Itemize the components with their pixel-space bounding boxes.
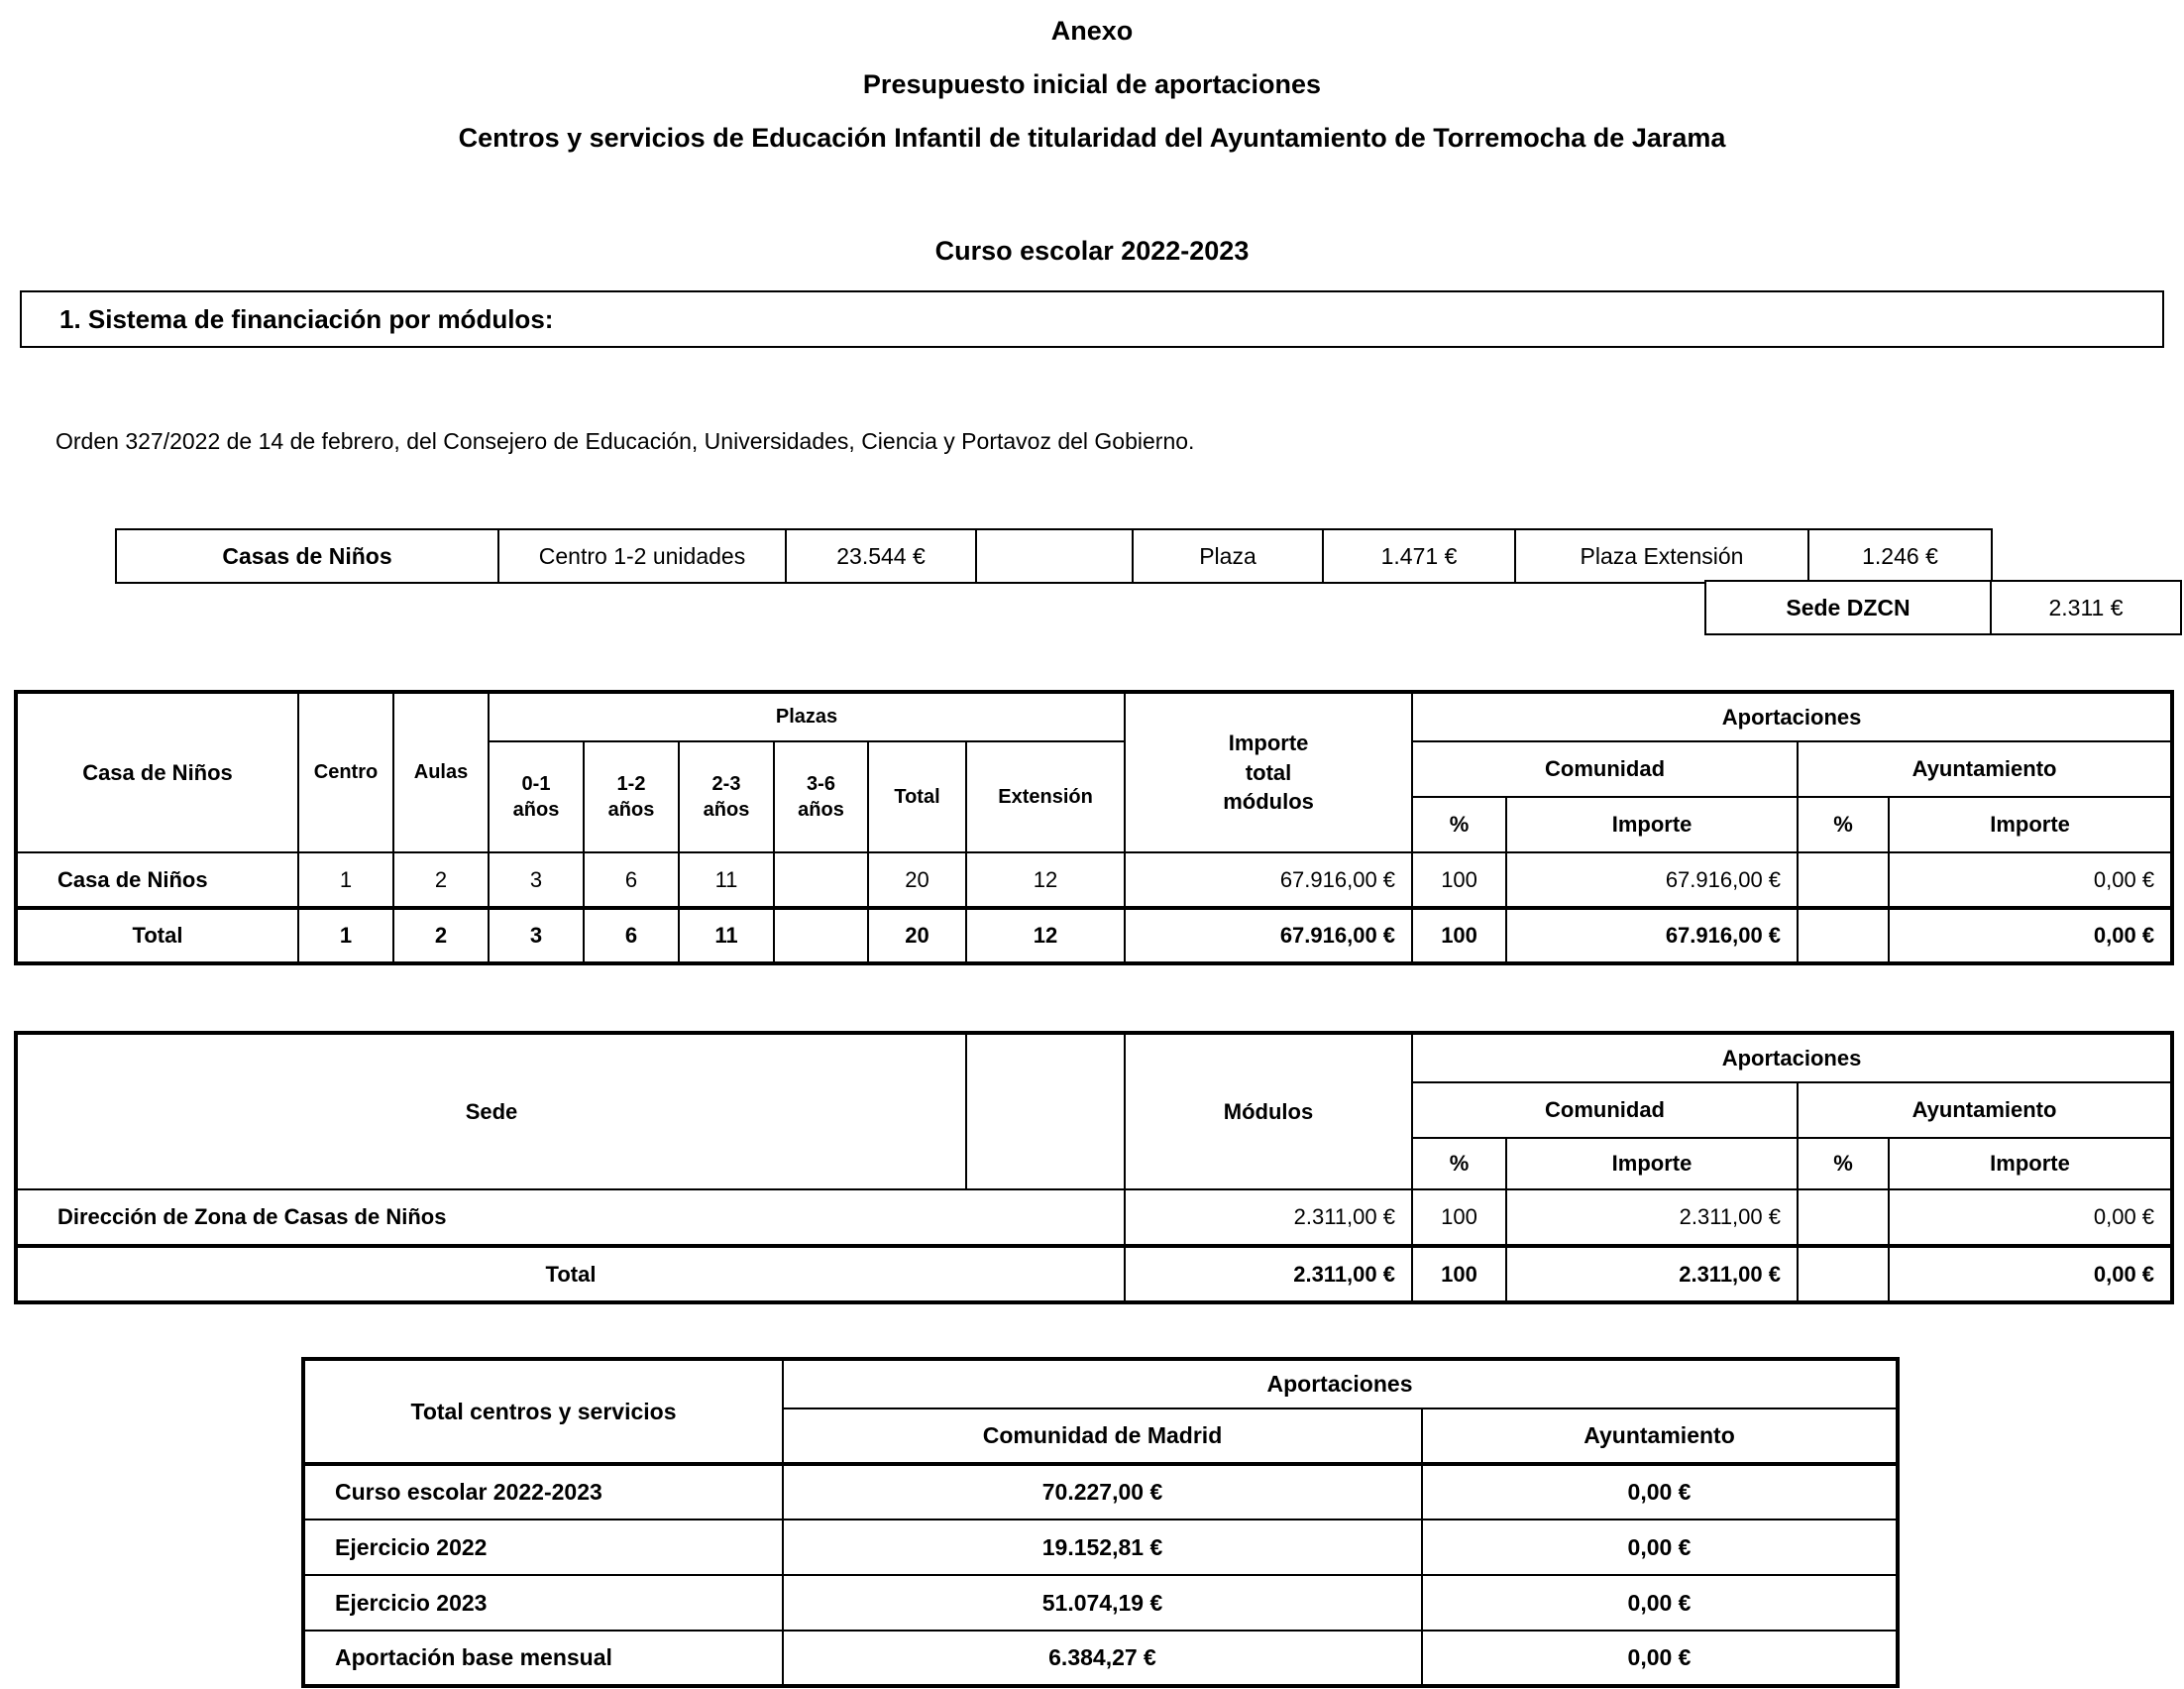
cell-sede-modulos: 2.311,00 € xyxy=(1125,1189,1412,1246)
cell-age-3-6 xyxy=(774,852,868,908)
cell-sede-total-comunidad-pct: 100 xyxy=(1412,1246,1506,1302)
modules-table-header xyxy=(16,692,2172,852)
col-header-comunidad-de-madrid: Comunidad de Madrid xyxy=(783,1408,1422,1464)
sede-header-row-1 xyxy=(16,1033,2172,1082)
doc-title-anexo: Anexo xyxy=(1050,16,1134,46)
cell-sede-total-comunidad-importe: 2.311,00 € xyxy=(1506,1246,1798,1302)
cell-sede-total-label: Total xyxy=(16,1246,1125,1302)
col-header-comunidad-importe: Importe xyxy=(1506,797,1798,852)
age-1-2-label: 1-2 años xyxy=(607,773,655,821)
cell-ayuntamiento-importe: 0,00 € xyxy=(1889,852,2172,908)
rates-sede-value: 2.311 € xyxy=(1991,581,2181,634)
summary-row-curso xyxy=(303,1464,1898,1520)
rates-plaza-extension-label: Plaza Extensión xyxy=(1515,529,1808,583)
cell-centro: 1 xyxy=(298,852,393,908)
sede-table-body xyxy=(16,1189,2172,1302)
col-group-aportaciones: Aportaciones xyxy=(1412,692,2172,741)
summary-table xyxy=(301,1357,1900,1688)
cell-total-importe: 67.916,00 € xyxy=(1125,908,1412,963)
col-group-plazas: Plazas xyxy=(489,692,1125,741)
cell-base-mensual-comunidad: 6.384,27 € xyxy=(783,1631,1422,1686)
sede-total-row xyxy=(16,1246,2172,1302)
cell-curso-comunidad: 70.227,00 € xyxy=(783,1464,1422,1520)
col-header-ayuntamiento-importe: Importe xyxy=(1889,797,2172,852)
summary-row-aportacion-base xyxy=(303,1631,1898,1686)
col-header-modulos: Módulos xyxy=(1125,1033,1412,1189)
cell-importe-total: 67.916,00 € xyxy=(1125,852,1412,908)
sede-table xyxy=(14,1031,2174,1304)
cell-sede-total-ayuntamiento-pct xyxy=(1798,1246,1889,1302)
cell-ej2023-label: Ejercicio 2023 xyxy=(303,1575,783,1631)
col-group-comunidad-sede: Comunidad xyxy=(1412,1082,1798,1138)
cell-total-age-1-2: 6 xyxy=(584,908,679,963)
cell-ej2022-label: Ejercicio 2022 xyxy=(303,1520,783,1575)
cell-sede-ayuntamiento-pct xyxy=(1798,1189,1889,1246)
cell-base-mensual-ayuntamiento: 0,00 € xyxy=(1422,1631,1898,1686)
section-1-title: 1. Sistema de financiación por módulos: xyxy=(59,303,554,334)
col-header-aulas: Aulas xyxy=(393,692,489,852)
rates-casas-label: Casas de Niños xyxy=(116,529,498,583)
age-0-1-label: 0-1 años xyxy=(512,773,560,821)
rates-table-row-1 xyxy=(115,528,1993,584)
cell-total-age-0-1: 3 xyxy=(489,908,584,963)
rates-centro-unidades-label: Centro 1-2 unidades xyxy=(498,529,786,583)
col-header-sede-ayuntamiento-pct: % xyxy=(1798,1138,1889,1189)
rates-plaza-value: 1.471 € xyxy=(1323,529,1515,583)
cell-age-2-3: 11 xyxy=(679,852,774,908)
cell-total-ayuntamiento-pct xyxy=(1798,908,1889,963)
col-header-casa-de-ninos: Casa de Niños xyxy=(16,692,298,852)
col-header-comunidad-pct: % xyxy=(1412,797,1506,852)
col-header-total-centros: Total centros y servicios xyxy=(303,1359,783,1464)
modules-table-body xyxy=(16,852,2172,963)
age-2-3-label: 2-3 años xyxy=(703,773,750,821)
col-header-importe-total-text: Importe total módulos xyxy=(1223,730,1314,815)
cell-sede-ayuntamiento-importe: 0,00 € xyxy=(1889,1189,2172,1246)
summary-row-ejercicio-2023 xyxy=(303,1575,1898,1631)
col-header-age-3-6 xyxy=(774,741,868,852)
cell-total-extension: 12 xyxy=(966,908,1125,963)
col-group-aportaciones-summary: Aportaciones xyxy=(783,1359,1898,1408)
cell-total-comunidad-importe: 67.916,00 € xyxy=(1506,908,1798,963)
cell-age-0-1: 3 xyxy=(489,852,584,908)
modules-header-row-1 xyxy=(16,692,2172,741)
section-1-header-box xyxy=(20,290,2164,348)
order-paragraph: Orden 327/2022 de 14 de febrero, del Consejero de Educación, Universidades, Ciencia y Portavoz del Gobierno. xyxy=(55,428,1195,454)
col-header-age-0-1 xyxy=(489,741,584,852)
modules-table xyxy=(14,690,2174,965)
col-group-comunidad: Comunidad xyxy=(1412,741,1798,797)
col-header-age-2-3 xyxy=(679,741,774,852)
summary-table-body xyxy=(303,1464,1898,1686)
cell-comunidad-pct: 100 xyxy=(1412,852,1506,908)
modules-data-row xyxy=(16,852,2172,908)
cell-total-aulas: 2 xyxy=(393,908,489,963)
cell-sede-total-modulos: 2.311,00 € xyxy=(1125,1246,1412,1302)
cell-sede-comunidad-pct: 100 xyxy=(1412,1189,1506,1246)
rates-sede-row xyxy=(1705,581,2181,634)
rates-empty-cell xyxy=(976,529,1133,583)
cell-ayuntamiento-pct xyxy=(1798,852,1889,908)
sede-table-header xyxy=(16,1033,2172,1189)
cell-aulas: 2 xyxy=(393,852,489,908)
cell-age-1-2: 6 xyxy=(584,852,679,908)
cell-sede-name: Dirección de Zona de Casas de Niños xyxy=(16,1189,1125,1246)
cell-extension: 12 xyxy=(966,852,1125,908)
summary-header-row-1 xyxy=(303,1359,1898,1408)
rates-table-row-2 xyxy=(1704,580,2182,635)
cell-ej2023-ayuntamiento: 0,00 € xyxy=(1422,1575,1898,1631)
rates-plaza-label: Plaza xyxy=(1133,529,1323,583)
col-group-aportaciones-sede: Aportaciones xyxy=(1412,1033,2172,1082)
cell-total-age-2-3: 11 xyxy=(679,908,774,963)
cell-total-ayuntamiento-importe: 0,00 € xyxy=(1889,908,2172,963)
cell-curso-label: Curso escolar 2022-2023 xyxy=(303,1464,783,1520)
col-group-ayuntamiento-sede: Ayuntamiento xyxy=(1798,1082,2172,1138)
cell-total-age-3-6 xyxy=(774,908,868,963)
doc-title-curso-escolar: Curso escolar 2022-2023 xyxy=(934,236,1250,266)
col-group-ayuntamiento: Ayuntamiento xyxy=(1798,741,2172,797)
cell-ej2023-comunidad: 51.074,19 € xyxy=(783,1575,1422,1631)
cell-base-mensual-label: Aportación base mensual xyxy=(303,1631,783,1686)
col-header-sede-ayuntamiento-importe: Importe xyxy=(1889,1138,2172,1189)
col-header-sede-empty xyxy=(966,1033,1125,1189)
col-header-sede-comunidad-pct: % xyxy=(1412,1138,1506,1189)
cell-total-label: Total xyxy=(16,908,298,963)
rates-plaza-extension-value: 1.246 € xyxy=(1808,529,1992,583)
cell-total-comunidad-pct: 100 xyxy=(1412,908,1506,963)
col-header-sede-comunidad-importe: Importe xyxy=(1506,1138,1798,1189)
col-header-plazas-total: Total xyxy=(868,741,966,852)
cell-ej2022-comunidad: 19.152,81 € xyxy=(783,1520,1422,1575)
cell-casa-name: Casa de Niños xyxy=(16,852,298,908)
age-3-6-label: 3-6 años xyxy=(798,773,844,821)
col-header-extension: Extensión xyxy=(966,741,1125,852)
rates-centro-unidades-value: 23.544 € xyxy=(786,529,976,583)
rates-row xyxy=(116,529,1992,583)
cell-plazas-total: 20 xyxy=(868,852,966,908)
cell-total-plazas-total: 20 xyxy=(868,908,966,963)
cell-curso-ayuntamiento: 0,00 € xyxy=(1422,1464,1898,1520)
doc-title-presupuesto: Presupuesto inicial de aportaciones xyxy=(862,69,1322,99)
rates-sede-label: Sede DZCN xyxy=(1705,581,1991,634)
col-header-ayuntamiento-summary: Ayuntamiento xyxy=(1422,1408,1898,1464)
col-header-ayuntamiento-pct: % xyxy=(1798,797,1889,852)
col-header-importe-total-modulos xyxy=(1125,692,1412,852)
doc-title-centros: Centros y servicios de Educación Infantil de titularidad del Ayuntamiento de Torremocha de Jarama xyxy=(458,123,1726,153)
sede-data-row xyxy=(16,1189,2172,1246)
col-header-sede: Sede xyxy=(16,1033,966,1189)
col-header-centro: Centro xyxy=(298,692,393,852)
cell-total-centro: 1 xyxy=(298,908,393,963)
modules-total-row xyxy=(16,908,2172,963)
cell-ej2022-ayuntamiento: 0,00 € xyxy=(1422,1520,1898,1575)
col-header-age-1-2 xyxy=(584,741,679,852)
summary-table-header xyxy=(303,1359,1898,1464)
cell-comunidad-importe: 67.916,00 € xyxy=(1506,852,1798,908)
summary-row-ejercicio-2022 xyxy=(303,1520,1898,1575)
cell-sede-total-ayuntamiento-importe: 0,00 € xyxy=(1889,1246,2172,1302)
cell-sede-comunidad-importe: 2.311,00 € xyxy=(1506,1189,1798,1246)
